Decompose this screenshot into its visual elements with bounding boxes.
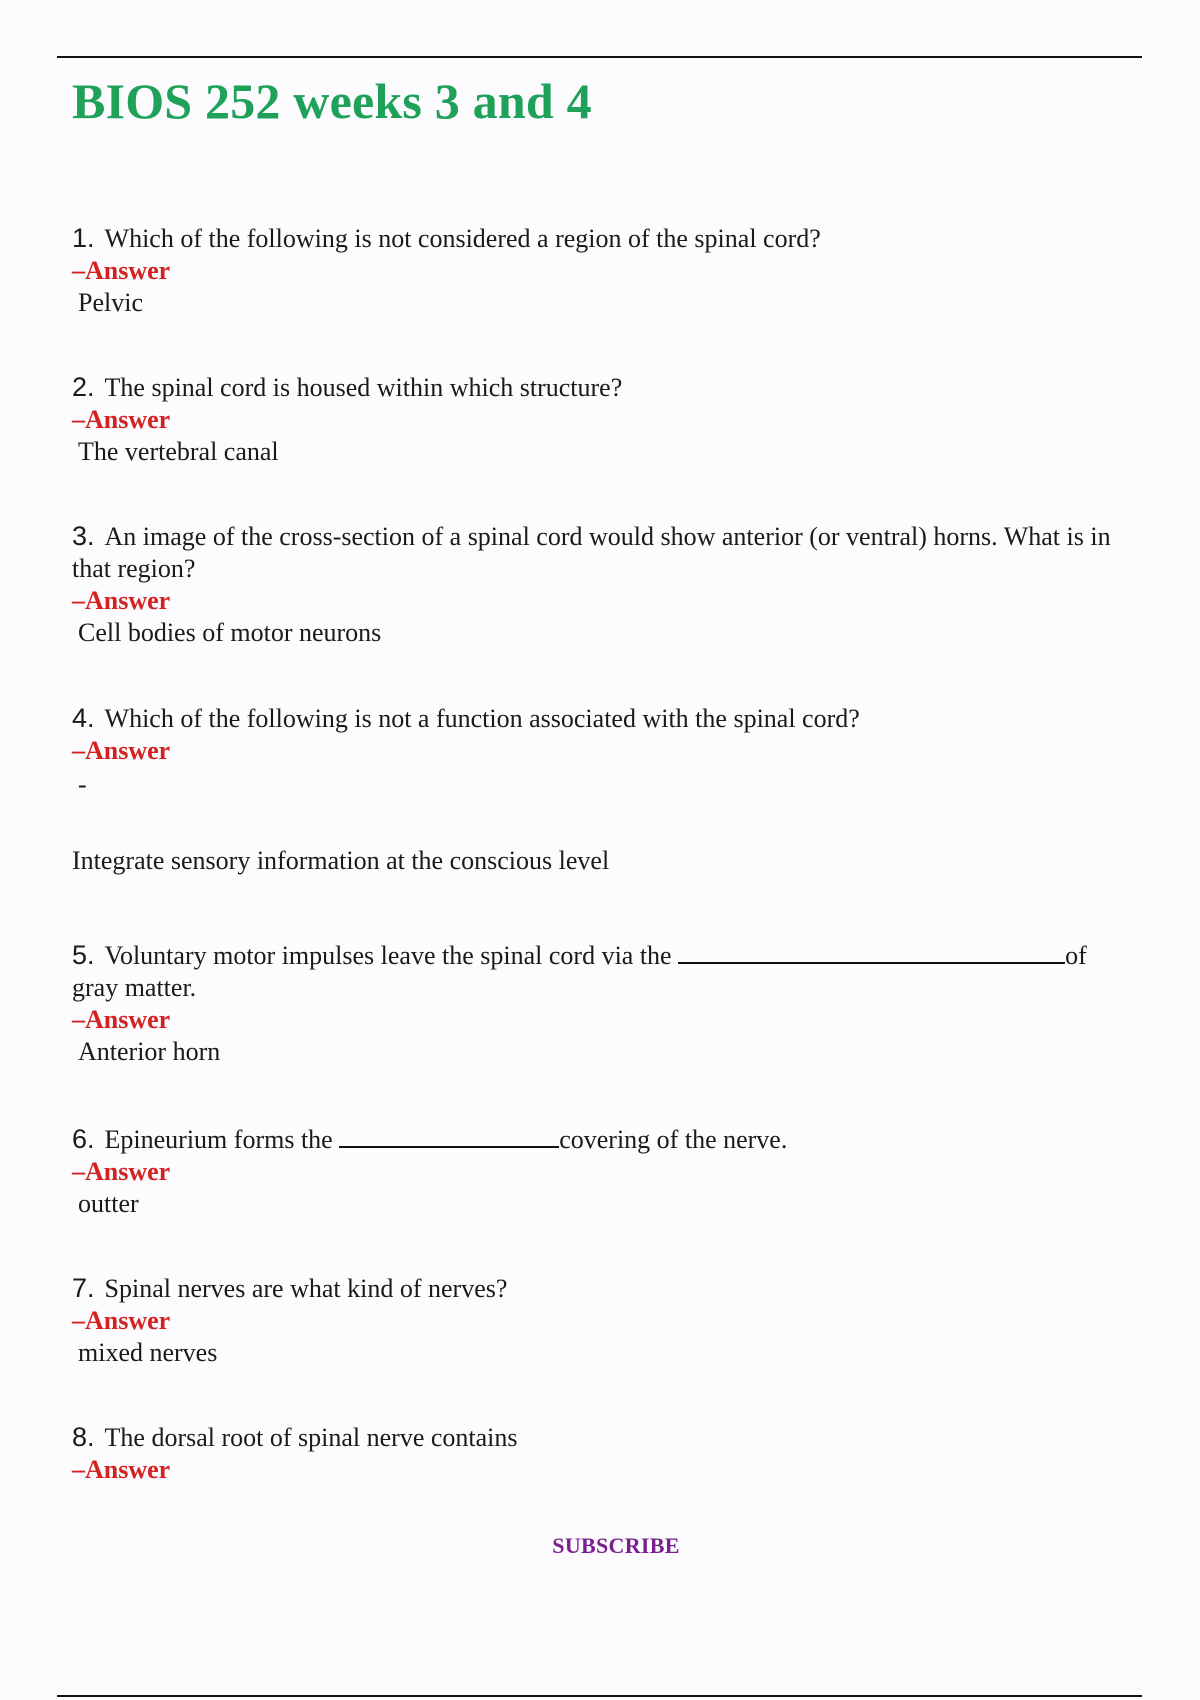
question-text: The spinal cord is housed within which structure? [104, 373, 623, 402]
question-text-after: covering of the nerve. [559, 1125, 788, 1154]
question-text: Epineurium forms the [104, 1125, 333, 1154]
question-7 [72, 1272, 1152, 1369]
fill-in-blank [678, 940, 1065, 964]
question-text: Voluntary motor impulses leave the spinal cord via the [104, 941, 672, 970]
bottom-rule [57, 1695, 1142, 1697]
answer-label: –Answer [72, 256, 171, 285]
question-number: 1. [72, 223, 95, 253]
question-4 [72, 702, 1152, 877]
answer-label: –Answer [72, 1455, 171, 1484]
question-3 [72, 520, 1152, 649]
question-number: 4. [72, 703, 95, 733]
question-number: 5. [72, 940, 95, 970]
answer-text: Cell bodies of motor neurons [78, 618, 382, 647]
question-text-after: of [1065, 941, 1087, 970]
question-number: 7. [72, 1273, 95, 1303]
answer-label: –Answer [72, 736, 171, 765]
question-number: 2. [72, 372, 95, 402]
answer-text: The vertebral canal [78, 437, 279, 466]
answer-text: Pelvic [78, 288, 143, 317]
question-5 [72, 939, 1152, 1068]
answer-label: –Answer [72, 586, 171, 615]
answer-text: Anterior horn [78, 1037, 221, 1066]
subscribe-link[interactable]: SUBSCRIBE [552, 1533, 680, 1558]
question-text: Which of the following is not a function associated with the spinal cord? [104, 704, 860, 733]
page-title: BIOS 252 weeks 3 and 4 [72, 73, 592, 129]
answer-label: –Answer [72, 1157, 171, 1186]
top-rule [57, 56, 1142, 58]
question-number: 6. [72, 1124, 95, 1154]
question-2 [72, 371, 1152, 468]
question-number: 3. [72, 521, 95, 551]
answer-text: outter [78, 1189, 139, 1218]
question-text-continued: gray matter. [72, 973, 197, 1002]
answer-label: –Answer [72, 405, 171, 434]
question-6 [72, 1123, 1152, 1220]
question-1 [72, 222, 1152, 319]
question-number: 8. [72, 1422, 95, 1452]
answer-text: mixed nerves [78, 1338, 218, 1367]
question-text: Spinal nerves are what kind of nerves? [104, 1274, 508, 1303]
question-8 [72, 1421, 1152, 1486]
answer-label: –Answer [72, 1005, 171, 1034]
answer-label: –Answer [72, 1306, 171, 1335]
fill-in-blank [339, 1124, 559, 1148]
question-text: An image of the cross-section of a spinal cord would show anterior (or ventral) horns. What is in that region? [72, 522, 1111, 583]
answer-text: Integrate sensory information at the conscious level [72, 846, 610, 875]
answer-prefix: - [78, 770, 87, 799]
question-text: Which of the following is not considered a region of the spinal cord? [104, 224, 821, 253]
question-text: The dorsal root of spinal nerve contains [104, 1423, 518, 1452]
